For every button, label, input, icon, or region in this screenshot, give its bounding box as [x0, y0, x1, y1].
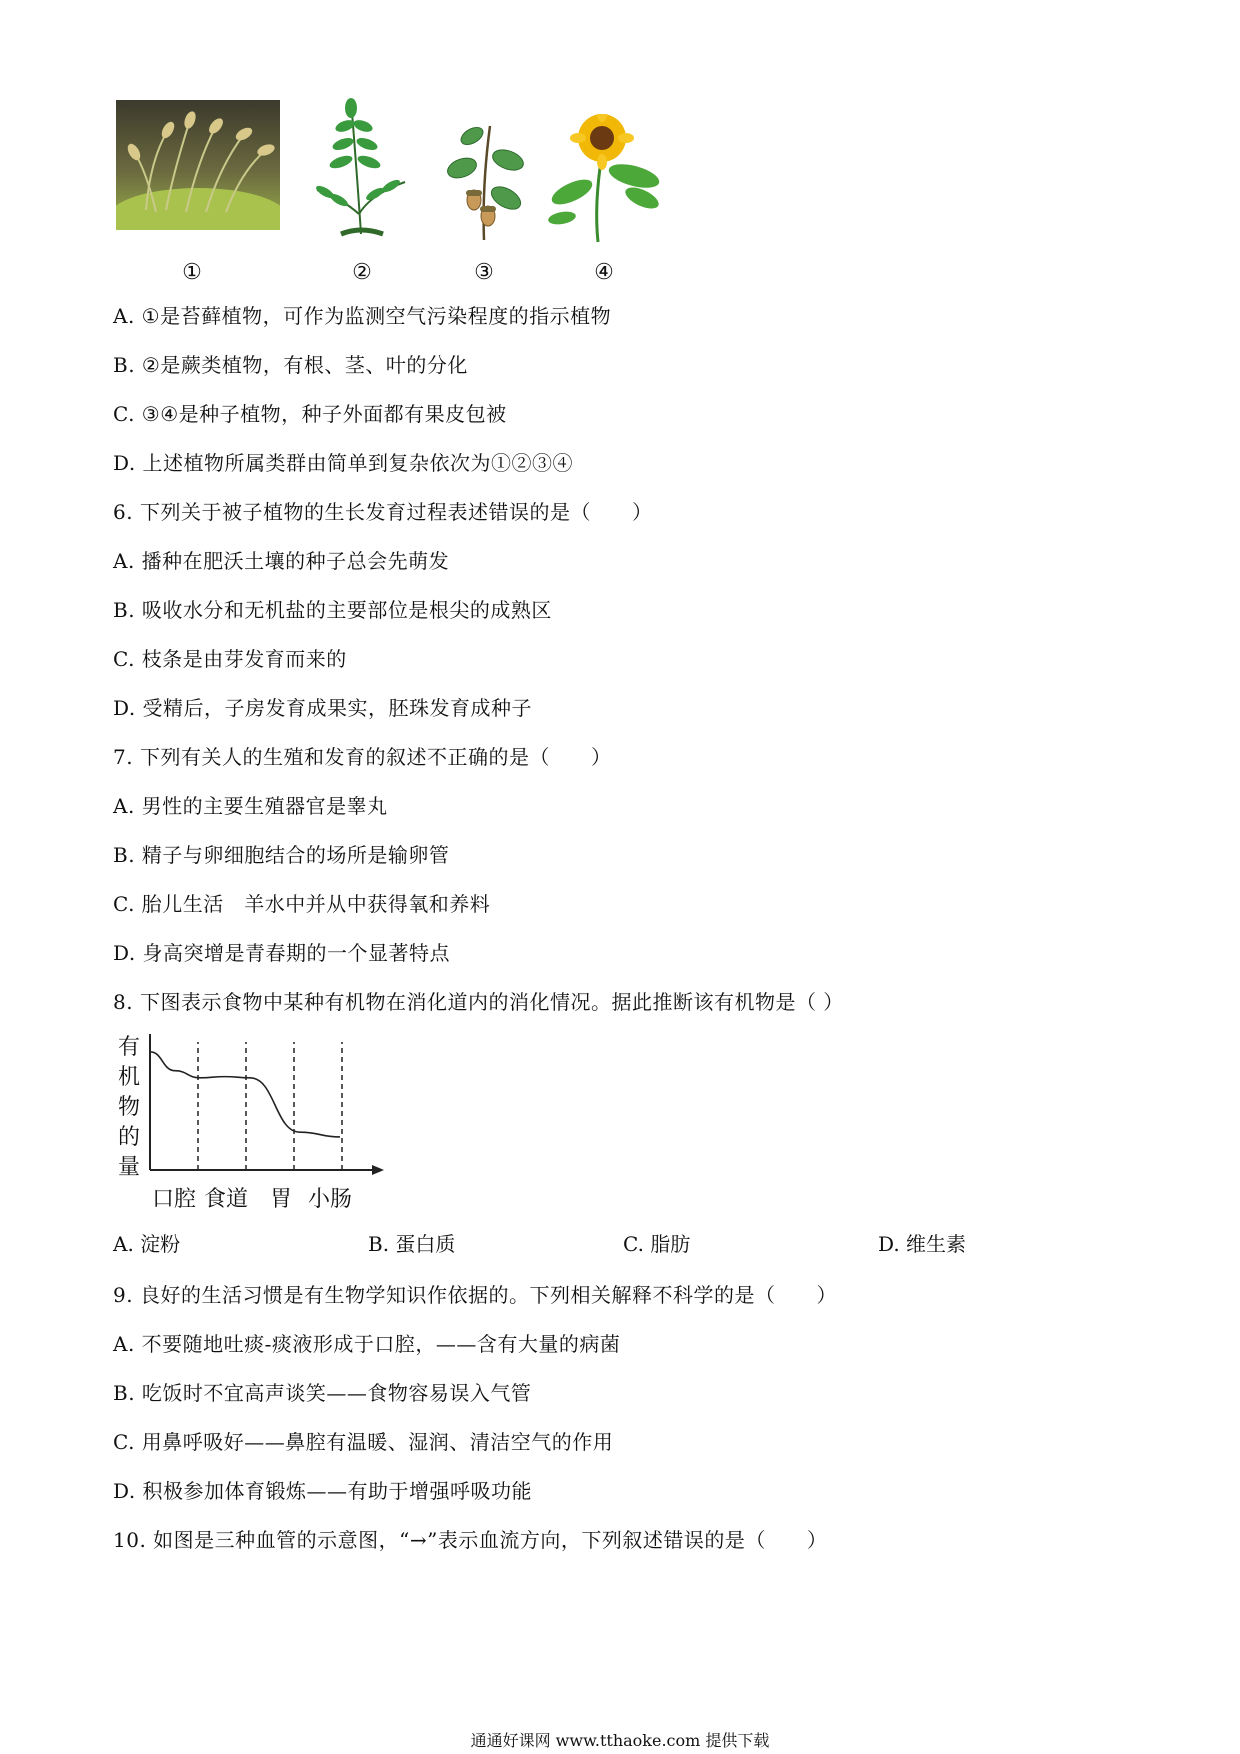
q7-option-b: B. 精子与卵细胞结合的场所是输卵管 [113, 843, 450, 867]
y-axis-label-char: 量 [118, 1155, 141, 1180]
x-tick-label: 口腔 [152, 1187, 197, 1212]
q10-stem: 10. 如图是三种血管的示意图，“→”表示血流方向，下列叙述错误的是（ ） [113, 1528, 828, 1552]
q7-option-c: C. 胎儿生活 羊水中并从中获得氧和养料 [113, 892, 491, 916]
q5-option-c: C. ③④是种子植物，种子外面都有果皮包被 [113, 402, 507, 426]
q9-option-d: D. 积极参加体育锻炼——有助于增强呼吸功能 [113, 1479, 533, 1503]
figure-label-4: ④ [594, 260, 614, 285]
q7-stem: 7. 下列有关人的生殖和发育的叙述不正确的是（ ） [113, 745, 612, 769]
y-axis-label-char: 物 [118, 1095, 141, 1120]
x-axis-arrow [372, 1165, 384, 1175]
plant-figure [116, 100, 696, 300]
y-axis-label-char: 有 [118, 1035, 141, 1060]
fern-drawing [311, 94, 411, 244]
figure-label-3: ③ [474, 260, 494, 285]
q9-option-c: C. 用鼻呼吸好——鼻腔有温暖、湿润、清洁空气的作用 [113, 1430, 614, 1454]
figure-label-1: ① [182, 260, 202, 285]
q9-stem: 9. 良好的生活习惯是有生物学知识作依据的。下列相关解释不科学的是（ ） [113, 1283, 837, 1307]
digestion-chart [110, 1030, 410, 1220]
q7-option-d: D. 身高突增是青春期的一个显著特点 [113, 941, 451, 965]
y-axis-label-char: 机 [118, 1065, 141, 1090]
q6-option-a: A. 播种在肥沃土壤的种子总会先萌发 [113, 549, 450, 573]
q8-option-c: C. 脂肪 [623, 1232, 691, 1256]
x-tick-label: 小肠 [308, 1187, 353, 1212]
x-tick-label: 胃 [270, 1187, 293, 1212]
q6-stem: 6. 下列关于被子植物的生长发育过程表述错误的是（ ） [113, 500, 653, 524]
q8-option-d: D. 维生素 [878, 1232, 967, 1256]
q6-option-c: C. 枝条是由芽发育而来的 [113, 647, 347, 671]
q9-option-a: A. 不要随地吐痰-痰液形成于口腔，——含有大量的病菌 [113, 1332, 621, 1356]
figure-label-2: ② [352, 260, 372, 285]
q6-option-d: D. 受精后，子房发育成果实，胚珠发育成种子 [113, 696, 533, 720]
q9-option-b: B. 吃饭时不宜高声谈笑——食物容易误入气管 [113, 1381, 532, 1405]
q5-option-d: D. 上述植物所属类群由简单到复杂依次为①②③④ [113, 451, 574, 475]
q8-option-a: A. 淀粉 [113, 1232, 181, 1256]
y-axis-label-char: 的 [118, 1125, 141, 1150]
oak-acorn-drawing [434, 116, 534, 246]
q7-option-a: A. 男性的主要生殖器官是睾丸 [113, 794, 388, 818]
chart-plot-area [110, 1030, 410, 1180]
x-tick-label: 食道 [204, 1187, 249, 1212]
q5-option-a: A. ①是苔藓植物，可作为监测空气污染程度的指示植物 [113, 304, 612, 328]
moss-photo [116, 100, 280, 230]
q5-option-b: B. ②是蕨类植物，有根、茎、叶的分化 [113, 353, 468, 377]
page-footer: 通通好课网 www.tthaoke.com 提供下载 [470, 1731, 770, 1750]
q8-stem: 8. 下图表示食物中某种有机物在消化道内的消化情况。据此推断该有机物是（ ） [113, 990, 844, 1014]
q8-option-b: B. 蛋白质 [368, 1232, 456, 1256]
sunflower-drawing [542, 114, 672, 244]
q6-option-b: B. 吸收水分和无机盐的主要部位是根尖的成熟区 [113, 598, 552, 622]
series-line [150, 1052, 340, 1137]
